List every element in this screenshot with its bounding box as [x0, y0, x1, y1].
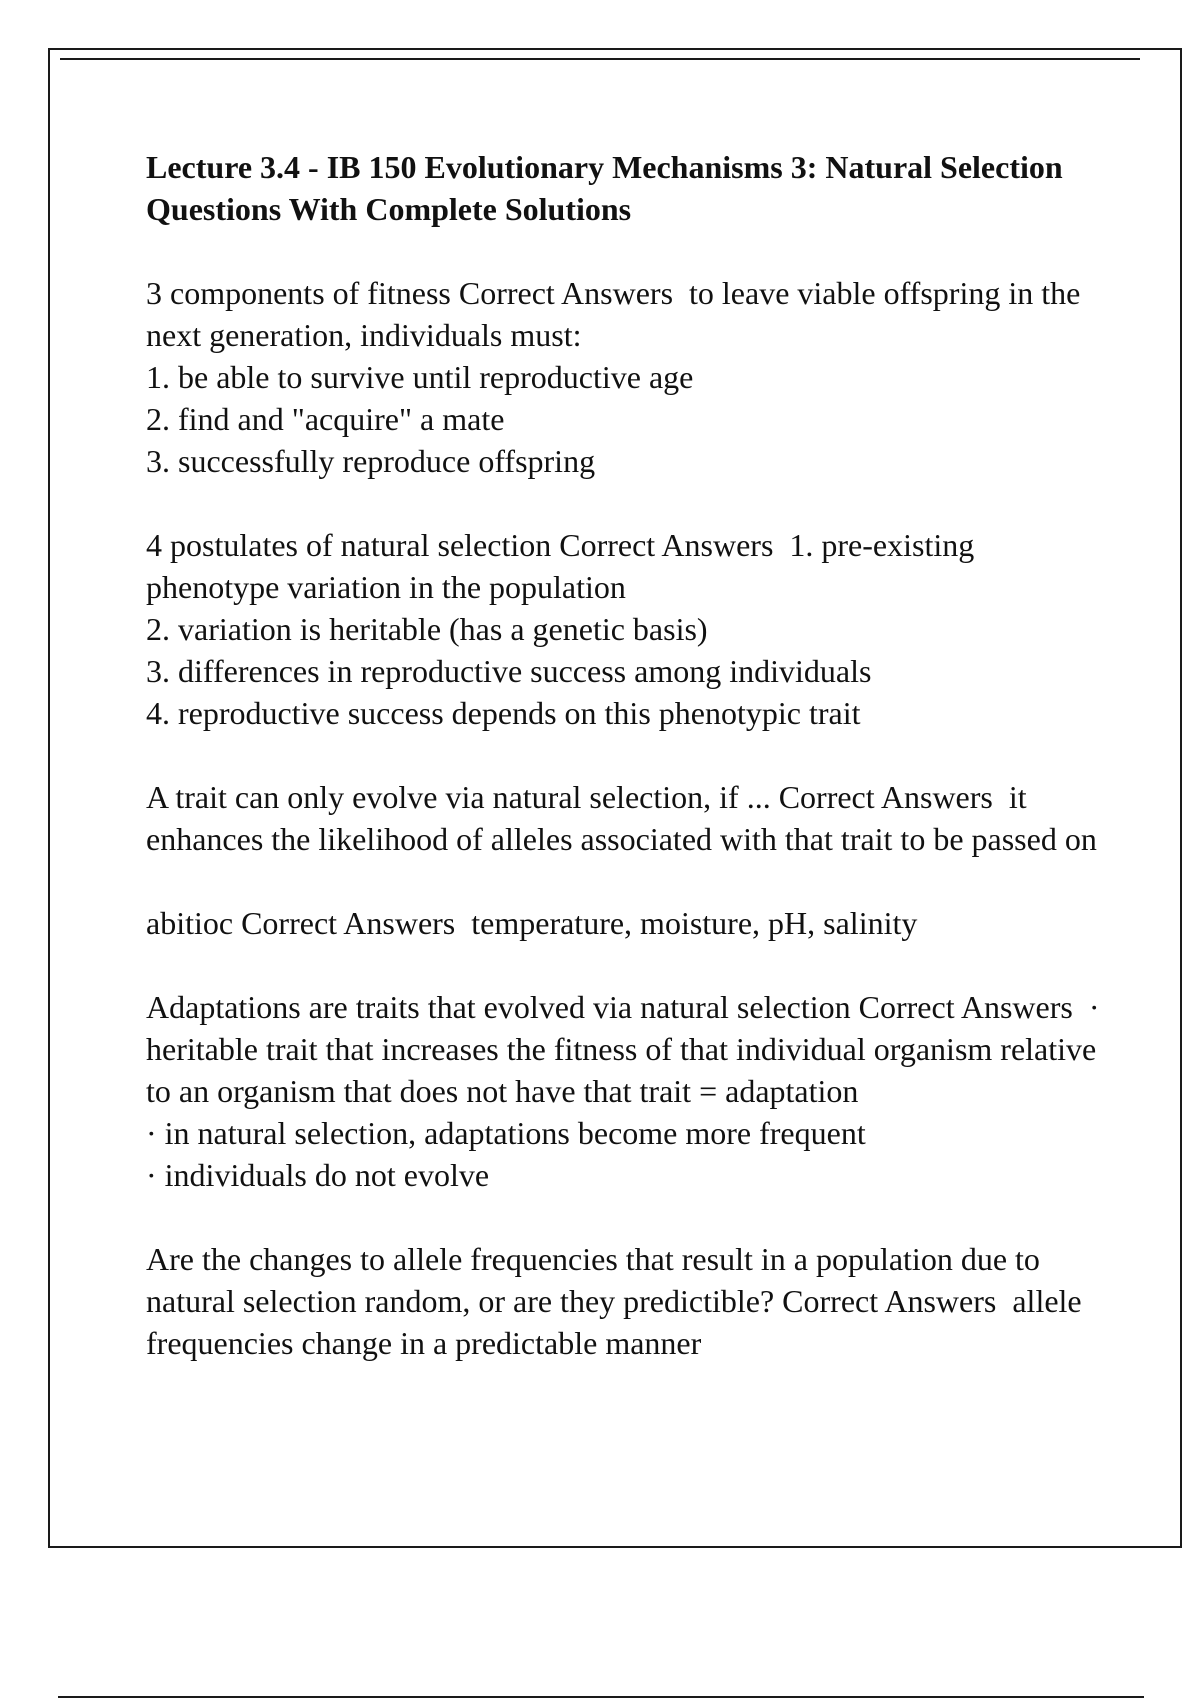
qa-line: 4. reproductive success depends on this phenotypic trait [146, 695, 861, 731]
document-body [146, 146, 1106, 1406]
qa-line: abitioc Correct Answers temperature, moisture, pH, salinity [146, 905, 918, 941]
qa-item-trait-evolution [146, 776, 1106, 860]
qa-line: A trait can only evolve via natural selection, if ... Correct Answers it enhances the likelihood of alleles associated with that trait to be passed on [146, 779, 1097, 857]
qa-line: Are the changes to allele frequencies that result in a population due to natural selection random, or are they predictible? Correct Answers allele frequencies change in a predictable manner [146, 1241, 1090, 1361]
qa-line: · individuals do not evolve [146, 1157, 490, 1193]
qa-item-allele-frequencies [146, 1238, 1106, 1364]
qa-line: 2. find and "acquire" a mate [146, 401, 505, 437]
qa-item-adaptations [146, 986, 1106, 1196]
qa-line: 3. successfully reproduce offspring [146, 443, 596, 479]
bottom-divider [58, 1696, 1144, 1698]
qa-line: 4 postulates of natural selection Correct Answers 1. pre-existing phenotype variation in the population [146, 527, 983, 605]
qa-line: · in natural selection, adaptations become more frequent [146, 1115, 866, 1151]
qa-line: 2. variation is heritable (has a genetic basis) [146, 611, 708, 647]
qa-line: 3. differences in reproductive success among individuals [146, 653, 872, 689]
qa-line: Adaptations are traits that evolved via natural selection Correct Answers · heritable trait that increases the fitness of that individual organism relative to an organism that does not have that trait = adaptation [146, 989, 1108, 1109]
qa-line: 3 components of fitness Correct Answers to leave viable offspring in the next generation, individuals must: [146, 275, 1089, 353]
qa-line: 1. be able to survive until reproductive age [146, 359, 694, 395]
qa-item-fitness-components [146, 272, 1106, 482]
qa-item-postulates [146, 524, 1106, 734]
qa-item-abiotic [146, 902, 1106, 944]
top-divider [60, 58, 1140, 60]
document-title: Lecture 3.4 - IB 150 Evolutionary Mechanisms 3: Natural Selection Questions With Complete Solutions [146, 149, 1063, 227]
